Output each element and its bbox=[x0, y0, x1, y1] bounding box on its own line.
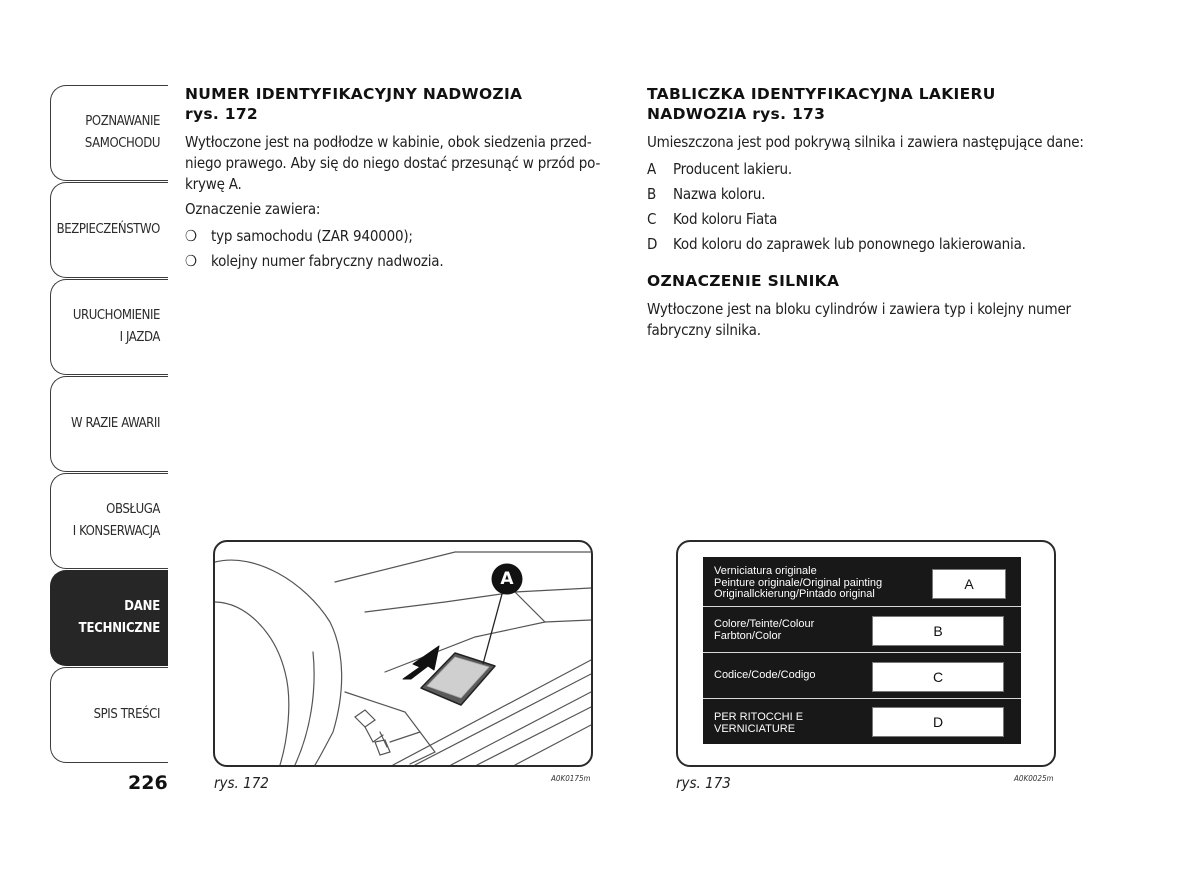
figure-code: A0K0025m bbox=[1014, 774, 1054, 783]
value-box: B bbox=[872, 616, 1004, 646]
tab-obsluga-i-konserwacja[interactable] bbox=[50, 473, 168, 569]
circle-bullet-icon: ❍ bbox=[185, 252, 197, 270]
tab-spis-tresci[interactable] bbox=[50, 667, 168, 763]
list-item-text: Nazwa koloru. bbox=[673, 185, 766, 203]
item-letter: D bbox=[647, 235, 658, 253]
plate-row bbox=[703, 607, 1021, 653]
tab-label: OBSŁUGA I KONSERWACJA bbox=[72, 502, 160, 539]
item-letter: C bbox=[647, 210, 657, 228]
list-item bbox=[647, 157, 1087, 182]
list-item-text: Kod koloru Fiata bbox=[673, 210, 778, 228]
lettered-list bbox=[647, 157, 1087, 257]
value-box: D bbox=[872, 707, 1004, 737]
figure-caption: rys. 173 bbox=[676, 774, 731, 792]
list-item-text: kolejny numer fabryczny nadwozia. bbox=[211, 252, 444, 270]
section-heading: TABLICZKA IDENTYFIKACYJNA LAKIERU NADWOZIA rys. 173 bbox=[647, 85, 996, 123]
list-item bbox=[647, 207, 1087, 232]
tab-uruchomienie-i-jazda[interactable] bbox=[50, 279, 168, 375]
row-label: PER RITOCCHI E VERNICIATURE bbox=[714, 711, 804, 735]
tab-label: W RAZIE AWARII bbox=[71, 416, 160, 431]
list-item bbox=[647, 182, 1087, 207]
row-label: Codice/Code/Codigo bbox=[714, 669, 816, 681]
paragraph: Wytłoczone jest na bloku cylindrów i zawiera typ i kolejny numer fabryczny silnika. bbox=[647, 300, 1071, 339]
bullet-list bbox=[185, 224, 625, 274]
list-item bbox=[185, 224, 625, 249]
tab-label: URUCHOMIENIE I JAZDA bbox=[72, 308, 160, 345]
list-item-text: Producent lakieru. bbox=[673, 160, 792, 178]
section-heading: OZNACZENIE SILNIKA bbox=[647, 272, 840, 290]
body-identification-section bbox=[185, 84, 625, 274]
paint-plate-section bbox=[647, 84, 1087, 345]
list-item-text: typ samochodu (ZAR 940000); bbox=[211, 227, 413, 245]
tab-label: DANE TECHNICZNE bbox=[78, 599, 160, 636]
item-letter: A bbox=[647, 160, 657, 178]
paragraph-intro: Oznaczenie zawiera: bbox=[185, 200, 321, 218]
paint-identification-plate bbox=[703, 557, 1021, 744]
row-label: Verniciatura originale Peinture originale/Original painting Originallckierung/Pintado original bbox=[714, 565, 883, 600]
list-item bbox=[185, 249, 625, 274]
figure-172 bbox=[213, 540, 593, 767]
value-box: A bbox=[932, 569, 1006, 599]
paragraph: Wytłoczone jest na podłodze w kabinie, obok siedzenia przed- niego prawego. Aby się do niego dostać przesunąć w przód po- krywę A. bbox=[185, 133, 601, 193]
item-letter: B bbox=[647, 185, 657, 203]
section-heading: NUMER IDENTYFIKACYJNY NADWOZIA rys. 172 bbox=[185, 85, 523, 123]
paragraph: Umieszczona jest pod pokrywą silnika i zawiera następujące dane: bbox=[647, 133, 1084, 151]
tab-dane-techniczne[interactable] bbox=[50, 570, 168, 666]
floor-illustration bbox=[215, 542, 591, 765]
circle-bullet-icon: ❍ bbox=[185, 227, 197, 245]
plate-row bbox=[703, 653, 1021, 699]
chapter-tabs bbox=[50, 85, 168, 764]
plate-row bbox=[703, 557, 1021, 607]
figure-caption: rys. 172 bbox=[214, 774, 269, 792]
page-number: 226 bbox=[128, 772, 168, 794]
tab-label: POZNAWANIE SAMOCHODU bbox=[84, 114, 160, 151]
list-item bbox=[647, 232, 1087, 257]
row-label: Colore/Teinte/Colour Farbton/Color bbox=[714, 618, 815, 642]
tab-label: SPIS TREŚCI bbox=[93, 707, 160, 722]
tab-poznawanie-samochodu[interactable] bbox=[50, 85, 168, 181]
list-item-text: Kod koloru do zaprawek lub ponownego lakierowania. bbox=[673, 235, 1026, 253]
callout-letter: A bbox=[500, 569, 514, 589]
tab-label: BEZPIECZEŃSTWO bbox=[56, 222, 160, 237]
figure-173 bbox=[676, 540, 1056, 767]
tab-bezpieczenstwo[interactable] bbox=[50, 182, 168, 278]
plate-row bbox=[703, 699, 1021, 744]
value-box: C bbox=[872, 662, 1004, 692]
figure-code: A0K0175m bbox=[551, 774, 591, 783]
tab-w-razie-awarii[interactable] bbox=[50, 376, 168, 472]
